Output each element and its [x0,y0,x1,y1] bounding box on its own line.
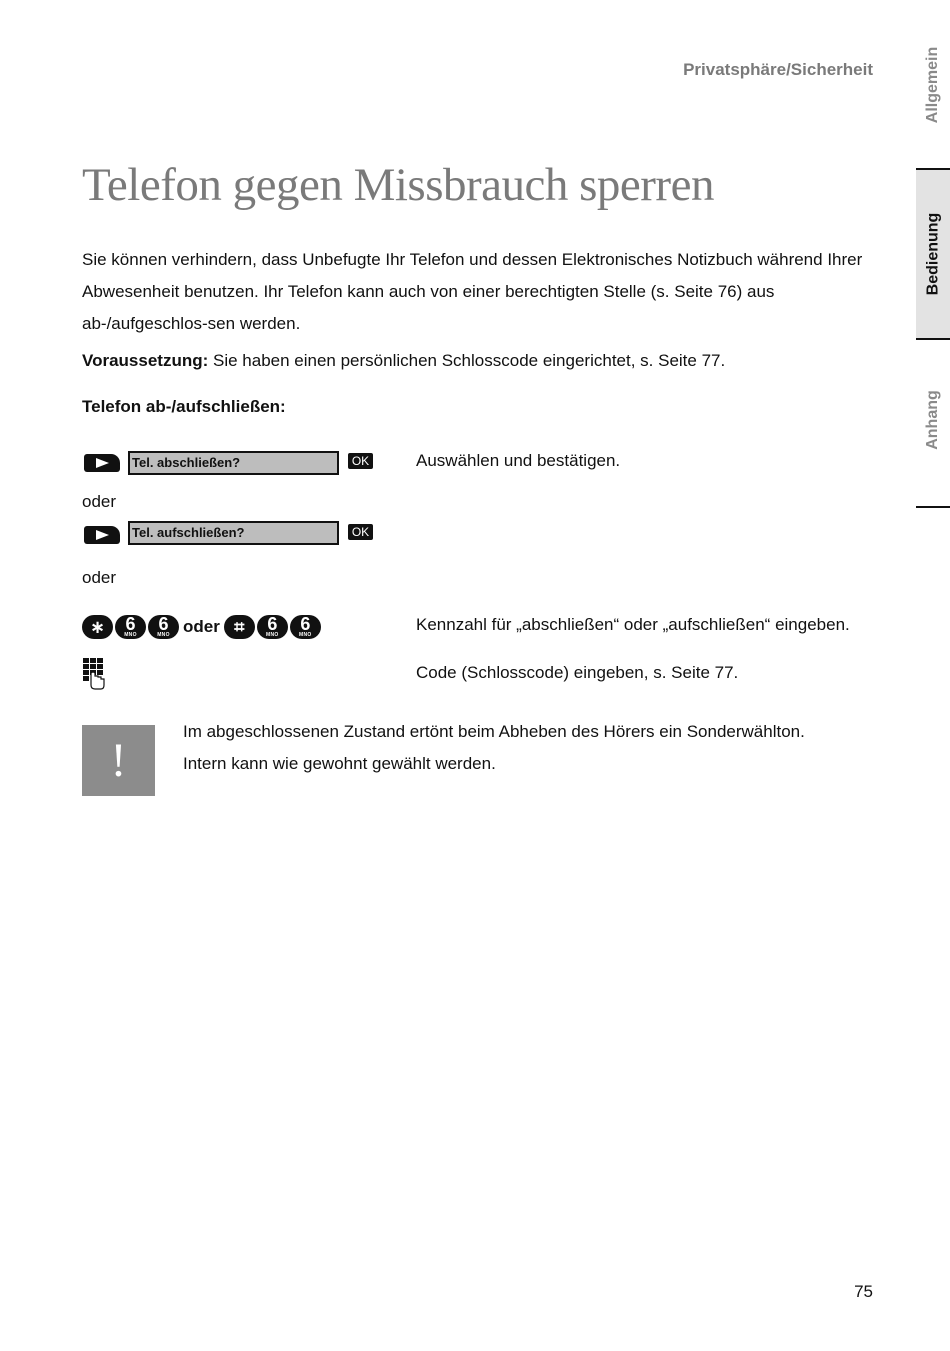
keypad-icon [82,657,106,691]
tab-divider [916,506,950,508]
requirement-text: Sie haben einen persönlichen Schlosscode eingerichtet, s. Seite 77. [208,351,726,370]
requirement-label: Voraussetzung: [82,351,209,370]
warning-symbol: ! [110,734,127,787]
intro-paragraph: Sie können verhindern, dass Unbefugte Ihr Telefon und dessen Elektronisches Notizbuch während Ihrer Abwesenheit benutzen. Ihr Telefon kann auch von einer berechtigten Stelle (s. Seite 76) aus ab-/aufgeschlos-sen werden. [82,250,863,333]
lock-code-description: Code (Schlosscode) eingeben, s. Seite 77. [416,663,739,682]
section-heading: Telefon ab-/aufschließen: [82,397,286,416]
keys-oder-label: oder [183,617,220,636]
page-title: Telefon gegen Missbrauch sperren [82,159,714,211]
six-key-icon: 6 MNO [115,615,146,639]
six-key-icon: 6 MNO [257,615,288,639]
star-key-icon: ∗ [82,615,113,639]
ok-key-icon: OK [348,524,373,540]
side-tab-bedienung[interactable] [916,170,950,338]
note-text: Im abgeschlossenen Zustand ertönt beim Abheben des Hörers ein Sonderwählton. Intern kann wie gewohnt gewählt werden. [183,722,805,773]
page-number: 75 [854,1282,873,1301]
oder-label: oder [82,568,117,587]
display-lock: Tel. abschließen? [128,451,339,475]
code-description: Kennzahl für „abschließen“ oder „aufschließen“ eingeben. [416,615,850,634]
arrow-right-key-icon [84,454,120,472]
section-header: Privatsphäre/Sicherheit [683,60,873,79]
oder-label: oder [82,492,117,511]
step-description: Auswählen und bestätigen. [416,451,621,470]
hash-key-icon: ⌗ [224,615,255,639]
side-tab-label: Anhang [924,390,942,450]
display-unlock: Tel. aufschließen? [128,521,339,545]
tab-divider [916,338,950,340]
side-tab-label: Allgemein [924,46,941,124]
requirement-paragraph [82,345,877,377]
key-sequence [82,614,323,640]
ok-key-icon: OK [348,453,373,469]
six-key-icon: 6 MNO [290,615,321,639]
side-tab-label: Bedienung [924,212,942,296]
warning-icon [82,725,155,796]
side-tab-allgemein[interactable] [916,30,950,140]
side-tab-anhang[interactable] [916,360,950,480]
arrow-right-key-icon [84,526,120,544]
side-tab-strip [916,0,950,520]
six-key-icon: 6 MNO [148,615,179,639]
